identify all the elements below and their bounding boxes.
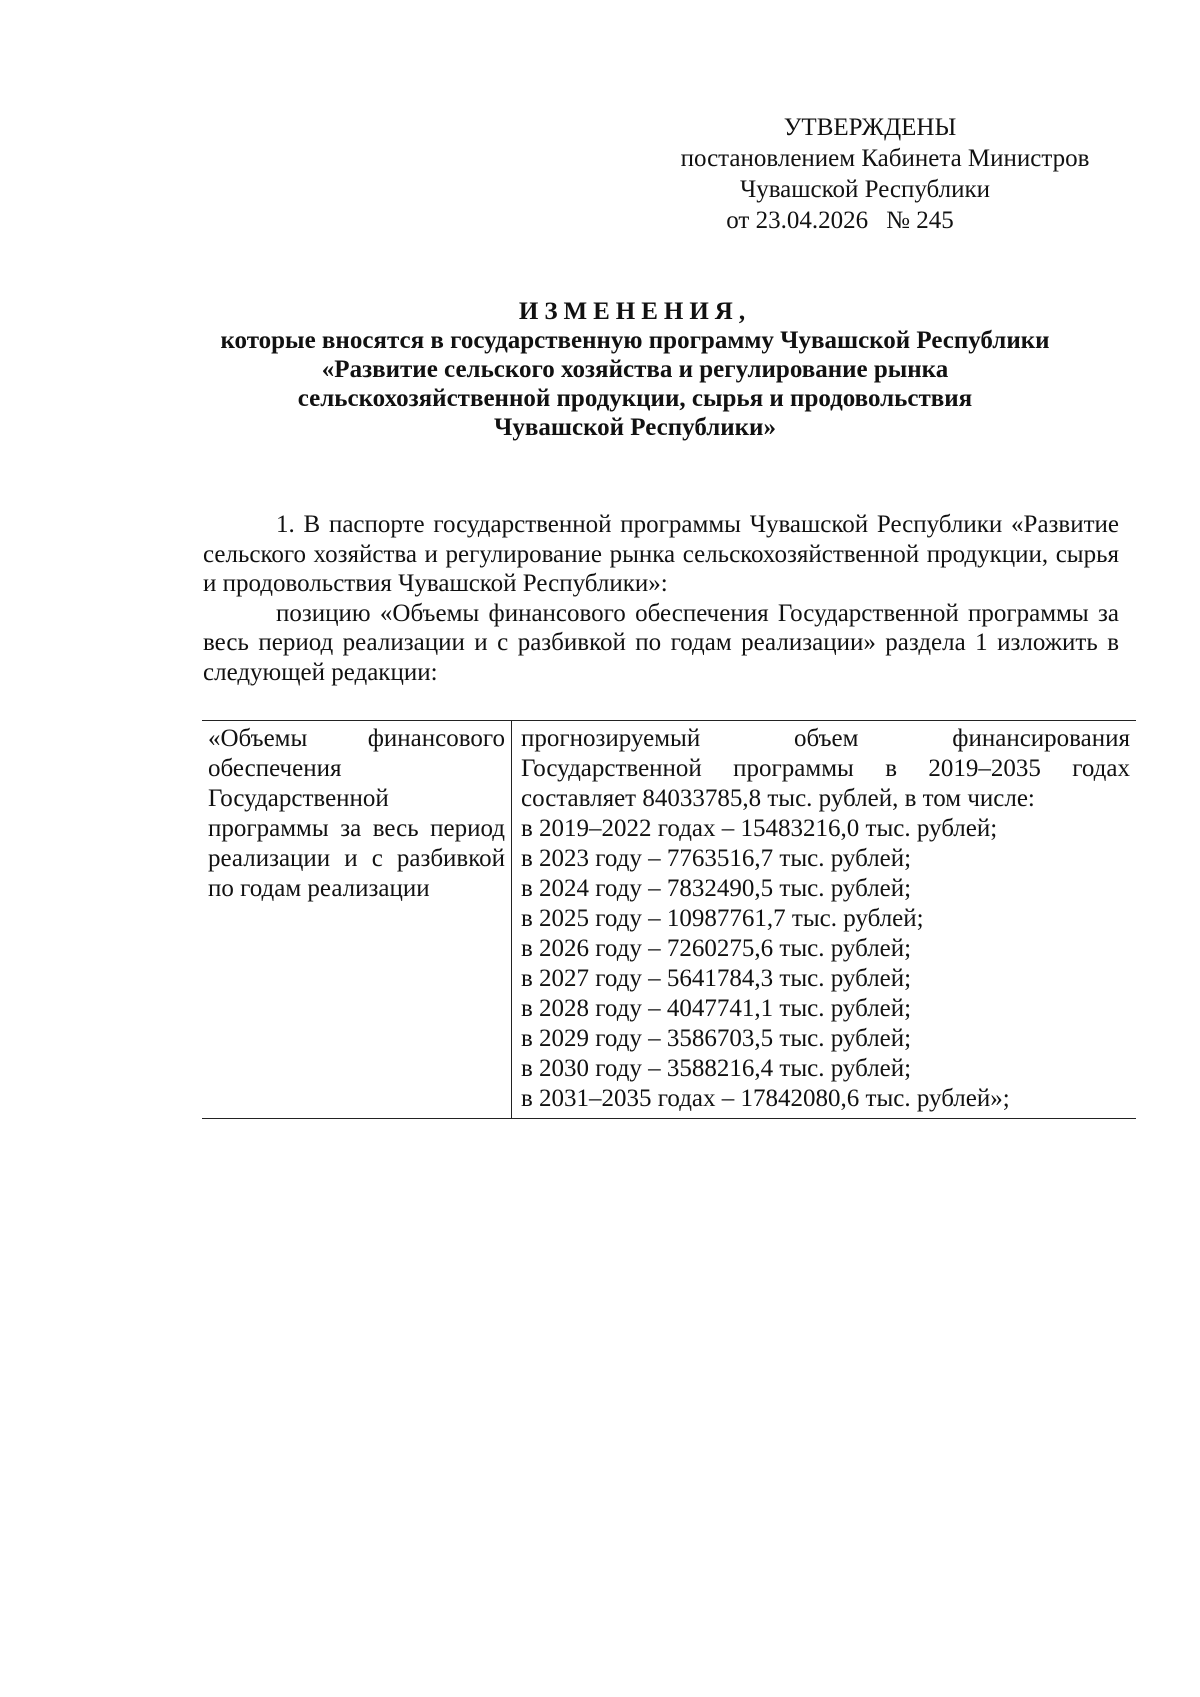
document-title [200, 297, 1070, 442]
document-body [203, 510, 1119, 687]
title-line-1: которые вносятся в государственную программу Чувашской Республики [220, 327, 1050, 354]
approval-date-number [550, 205, 1130, 236]
year-line: в 2026 году – 7260275,6 тыс. рублей; [521, 935, 912, 962]
approval-date: от 23.04.2026 [726, 207, 869, 234]
title-main: ИЗМЕНЕНИЯ, [518, 298, 752, 325]
financing-intro: прогнозируемый объем финансирования Государственной программы в 2019–2035 годах составляет 84033785,8 тыс. рублей, в том числе: [521, 725, 1130, 812]
title-line-3: сельскохозяйственной продукции, сырья и продовольствия [297, 385, 973, 412]
paragraph-2: позицию «Объемы финансового обеспечения Государственной программы за весь период реализации и с разбивкой по годам реализации» раздела 1 изложить в следующей редакции: [203, 599, 1119, 686]
year-line: в 2027 году – 5641784,3 тыс. рублей; [521, 965, 912, 992]
financing-table [202, 720, 1136, 1119]
year-line: в 2031–2035 годах – 17842080,6 тыс. рублей»; [521, 1085, 1010, 1112]
year-line: в 2028 году – 4047741,1 тыс. рублей; [521, 995, 912, 1022]
approval-stamp [640, 112, 1130, 236]
year-line: в 2024 году – 7832490,5 тыс. рублей; [521, 875, 912, 902]
year-line: в 2019–2022 годах – 15483216,0 тыс. рублей; [521, 815, 998, 842]
year-line: в 2030 году – 3588216,4 тыс. рублей; [521, 1055, 912, 1082]
title-line-4: Чувашской Республики» [494, 414, 776, 441]
approval-number: № 245 [886, 207, 954, 234]
year-line: в 2025 году – 10987761,7 тыс. рублей; [521, 905, 924, 932]
year-line: в 2029 году – 3586703,5 тыс. рублей; [521, 1025, 912, 1052]
title-line-2: «Развитие сельского хозяйства и регулирование рынка [321, 356, 949, 383]
approval-republic: Чувашской Республики [739, 176, 991, 203]
paragraph-1: 1. В паспорте государственной программы Чувашской Республики «Развитие сельского хозяйства и регулирование рынка сельскохозяйственной продукции, сырья и продовольствия Чувашской Республики»: [203, 511, 1119, 597]
approval-decree: постановлением Кабинета Министров [680, 145, 1090, 172]
approval-heading: УТВЕРЖДЕНЫ [783, 114, 957, 141]
position-value-cell [512, 721, 1137, 1119]
table-row [202, 721, 1136, 1119]
year-line: в 2023 году – 7763516,7 тыс. рублей; [521, 845, 912, 872]
position-name-cell: «Объемы финансового обеспечения Государственной программы за весь период реализации и с разбивкой по годам реализации [202, 721, 512, 1119]
